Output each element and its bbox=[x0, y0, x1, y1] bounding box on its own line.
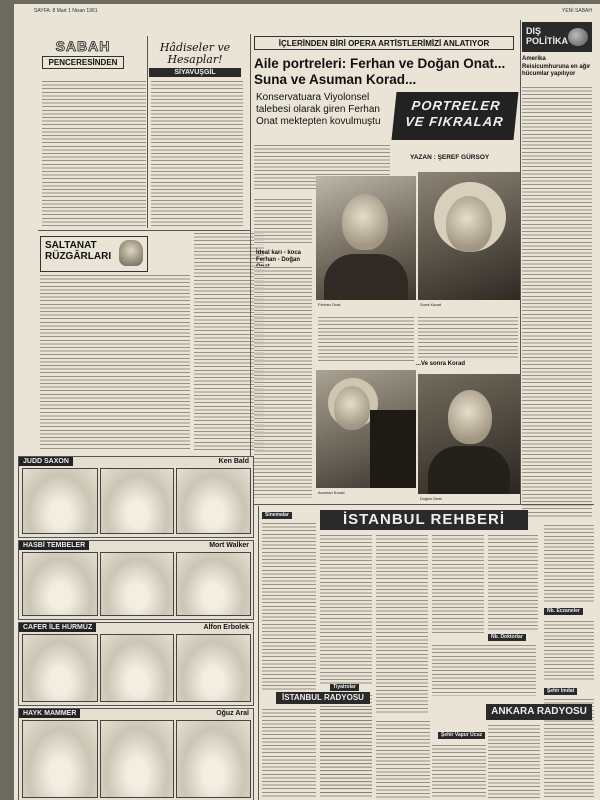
comic-author: Oğuz Aral bbox=[216, 710, 249, 717]
caption-ferhan: Ferhan Onat bbox=[318, 302, 341, 307]
column-saltanat-title: SALTANAT RÜZGÂRLARI bbox=[45, 240, 112, 262]
column-sabah-subtitle: PENCERESİNDEN bbox=[42, 56, 124, 69]
suit bbox=[324, 254, 408, 300]
caption-suna: Suna Korad bbox=[420, 302, 442, 307]
face bbox=[342, 194, 388, 250]
column-sabah-title: SABAH bbox=[55, 38, 111, 54]
photo-ferhan-onat bbox=[316, 176, 416, 300]
series-badge-line1: PORTRELER bbox=[410, 98, 502, 113]
subhead-ve-sonra-korad: ...Ve sonra Korad bbox=[416, 361, 466, 367]
listing-column bbox=[376, 720, 430, 798]
article-body bbox=[254, 198, 312, 246]
page-date-header: SAYFA: 8 Mart 1 Nisan 1961 bbox=[34, 8, 98, 14]
subhead-ideal-kari-koca: İdeal karı - koca Ferhan - Doğan bbox=[256, 250, 302, 263]
article-body bbox=[254, 266, 312, 498]
listing-column bbox=[544, 524, 594, 604]
article-body bbox=[318, 316, 414, 364]
listing-column bbox=[262, 708, 316, 798]
comic-panel bbox=[100, 552, 174, 616]
column-hadiseler-byline: SİYAVUŞGİL bbox=[149, 68, 241, 77]
listing-column bbox=[320, 708, 372, 798]
section-nob-doktorlar: Nb. Doktorlar bbox=[488, 634, 526, 641]
caption-asuman: Asuman Korad bbox=[318, 490, 345, 495]
top-banner: İÇLERİNDEN BİRİ OPERA ARTİSTLERİMİZİ ANLATIYOR bbox=[254, 36, 514, 50]
face bbox=[448, 390, 492, 444]
ankara-radyosu-title: ANKARA RADYOSU bbox=[486, 704, 592, 720]
listing-column bbox=[432, 744, 486, 798]
column-hadiseler-title: Hâdiseler ve Hesaplar! bbox=[159, 41, 231, 66]
caption-dogan: Doğan Onat bbox=[420, 496, 442, 501]
comic-panel bbox=[100, 720, 174, 798]
comic-title: CAFER İLE HÜRMÜZ bbox=[19, 623, 96, 632]
listing-column bbox=[544, 620, 594, 680]
feature-byline: YAZAN : ŞEREF GÜRSOY bbox=[410, 154, 490, 161]
listing-column bbox=[488, 724, 540, 798]
photo-suna-korad bbox=[418, 172, 520, 300]
article-body bbox=[418, 316, 518, 360]
listing-column bbox=[320, 534, 372, 684]
dis-politika-box bbox=[522, 22, 592, 52]
section-sinemalar: Sinemalar bbox=[262, 512, 292, 519]
comic-panel bbox=[176, 552, 251, 616]
comic-author: Ken Bald bbox=[218, 458, 249, 465]
comic-hayk-mammer bbox=[18, 708, 254, 800]
portrait-icon bbox=[119, 240, 143, 266]
newspaper-page bbox=[14, 4, 600, 800]
face bbox=[334, 386, 370, 430]
series-badge bbox=[391, 92, 518, 140]
comic-panel bbox=[22, 552, 98, 616]
article-body bbox=[151, 80, 243, 226]
istanbul-rehberi-title: İSTANBUL REHBERİ bbox=[320, 510, 528, 530]
globe-icon bbox=[568, 28, 588, 46]
listing-column bbox=[432, 644, 536, 696]
listing-column bbox=[432, 534, 484, 634]
feature-headline: Aile portreleri: Ferhan ve Doğan Onat... Suna ve Asuman Korad... bbox=[254, 56, 506, 87]
istanbul-radyosu-title: İSTANBUL RADYOSU bbox=[276, 692, 370, 704]
dis-politika-title: DIŞ POLİTİKA bbox=[526, 26, 568, 46]
comic-author: Mort Walker bbox=[209, 542, 249, 549]
comic-title: JUDD SAXON bbox=[19, 457, 73, 466]
photo-asuman-korad bbox=[316, 370, 416, 488]
piano bbox=[370, 410, 416, 488]
dis-politika-headline: Amerika Reisicumhuruna en ağır hücumlar yapılıyor bbox=[522, 56, 591, 77]
comic-panel bbox=[100, 468, 174, 534]
feature-subhead: Konservatuara Viyolonsel talebesi olarak giren Ferhan Onat mektepten kovulmuştu bbox=[256, 92, 381, 127]
comic-panel bbox=[176, 720, 251, 798]
article-body bbox=[42, 80, 146, 226]
comic-panel bbox=[22, 720, 98, 798]
section-nob-eczaneler: Nb. Eczaneler bbox=[544, 608, 583, 615]
comic-cafer-ile-hurmuz bbox=[18, 622, 254, 706]
section-tiyatrolar: Tiyatrolar bbox=[330, 684, 359, 691]
comic-panel bbox=[176, 634, 251, 702]
column-sabah bbox=[42, 38, 124, 78]
face bbox=[446, 196, 492, 252]
comic-title: HASBİ TEMBELER bbox=[19, 541, 89, 550]
column-hadiseler bbox=[149, 42, 241, 77]
listing-column bbox=[376, 534, 428, 714]
section-sehir-vapurlari: Şehir Vapur Ucuz bbox=[438, 732, 485, 739]
comic-author: Alfon Erbolek bbox=[203, 624, 249, 631]
section-sehir-imdat: Şehir İmdat bbox=[544, 688, 577, 695]
comic-panel bbox=[176, 468, 251, 534]
article-body bbox=[522, 86, 592, 518]
column-saltanat bbox=[40, 236, 148, 272]
comic-title: HAYK MAMMER bbox=[19, 709, 80, 718]
listing-column bbox=[262, 522, 316, 690]
comic-panel bbox=[22, 634, 98, 702]
comic-panel bbox=[100, 634, 174, 702]
article-body bbox=[40, 274, 190, 450]
masthead-short: YENİ SABAH bbox=[561, 8, 592, 14]
photo-dogan-onat bbox=[418, 374, 520, 494]
series-badge-line2: VE FIKRALAR bbox=[404, 114, 505, 129]
listing-column bbox=[488, 534, 538, 630]
comic-hasbi-tembeler bbox=[18, 540, 254, 620]
suit bbox=[428, 446, 510, 494]
comic-panel bbox=[22, 468, 98, 534]
comic-judd-saxon bbox=[18, 456, 254, 538]
